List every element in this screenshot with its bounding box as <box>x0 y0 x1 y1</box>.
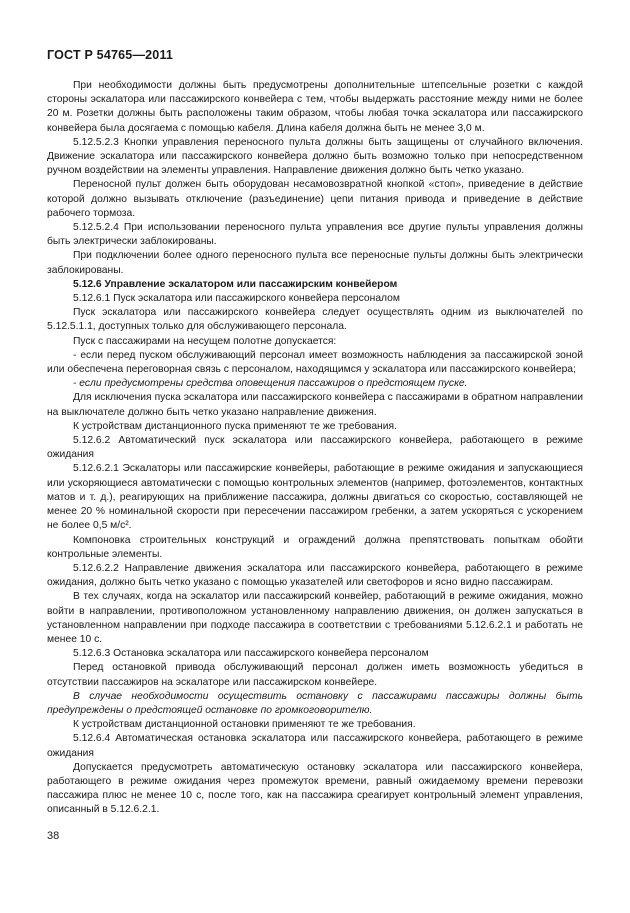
document-body <box>47 79 583 818</box>
paragraph: К устройствам дистанционного пуска применяют те же требования. <box>73 420 397 432</box>
paragraph: 5.12.5.2.3 Кнопки управления переносного пульта должны быть защищены от случайного включения. Движение эскалатора или пассажирского конвейера должно быть возможно только при непосредственном ручном воздействии на элементы управления. Направление движения должно быть четко указано. <box>47 136 583 177</box>
paragraph: 5.12.5.2.4 При использовании переносного пульта управления все другие пульты управления должны быть электрически заблокированы. <box>47 222 583 248</box>
paragraph: 5.12.6.1 Пуск эскалатора или пассажирского конвейера персоналом <box>73 293 400 305</box>
paragraph: - если перед пуском обслуживающий персонал имеет возможность наблюдения за пассажирской зоной или обеспечена переговорная связь с персоналом, находящимся у эскалатора или пассажирского конвейера; <box>47 349 583 376</box>
paragraph: Компоновка строительных конструкций и ограждений должна препятствовать попыткам обойти контрольные элементы. <box>47 534 583 560</box>
paragraph: - если предусмотрены средства оповещения пассажиров о предстоящем пуске. <box>73 378 468 390</box>
paragraph: В тех случаях, когда на эскалатор или пассажирский конвейер, работающий в режиме ожидания, можно войти в направлении, противоположном установленному направлению движения, он должен запускаться в установленном направлении при подходе пассажира в соответствии с требованиями 5.12.6.2.1 и работать не менее 10 с. <box>47 591 583 645</box>
paragraph: Допускается предусмотреть автоматическую остановку эскалатора или пассажирского конвейера, работающего в режиме ожидания через промежуток времени, равный ожидаемому времени перевозки пассажира плюс не менее 10 с, после того, как на пассажира среагирует контрольный элемент управления, описанный в 5.12.6.2.1. <box>47 761 583 816</box>
paragraph: При подключении более одного переносного пульта все переносные пульты должны быть электрически заблокированы. <box>47 250 583 276</box>
paragraph: В случае необходимости осуществить остановку с пассажирами пассажиры должны быть предупреждены о предстоящей остановке по громкоговорителю. <box>47 690 583 716</box>
paragraph: Переносной пульт должен быть оборудован несамовозвратной кнопкой «стоп», приведение в действие которой должно вызывать отключение (разъединение) цепи питания привода и приведение в действие рабочего тормоза. <box>47 179 583 219</box>
paragraph: 5.12.6.2 Автоматический пуск эскалатора или пассажирского конвейера, работающего в режиме ожидания <box>47 435 583 461</box>
paragraph: Перед остановкой привода обслуживающий персонал должен иметь возможность убедиться в отсутствии пассажиров на эскалаторе или пассажирском конвейере. <box>47 662 583 688</box>
paragraph: При необходимости должны быть предусмотрены дополнительные штепсельные розетки с каждой стороны эскалатора или пассажирского конвейера с тем, чтобы выдержать расстояние между ними не более 20 м. Розетки должны быть расположены таким образом, чтобы любая точка эскалатора или пассажирского конвейера была досягаема с помощью кабеля. Длина кабеля должна быть не менее 3,0 м. <box>47 80 583 134</box>
paragraph: 5.12.6.2.2 Направление движения эскалатора или пассажирского конвейера, работающего в режиме ожидания, должно быть четко указано с помощью указателей или светофоров и ясно видно пассажирам. <box>47 562 583 589</box>
paragraph: Пуск эскалатора или пассажирского конвейера следует осуществлять одним из выключателей по 5.12.5.1.1, доступных только для обслуживающего персонала. <box>47 307 583 333</box>
paragraph: 5.12.6.2.1 Эскалаторы или пассажирские конвейеры, работающие в режиме ожидания и запускающиеся или ускоряющиеся автоматически с помощью контрольных элементов (например, фотоэлементов, контактных матов и т. д.), реагирующих на приближение пассажира, должны двигаться со скоростью, составляющей не менее 20 % номинальной скорости при пересечении пассажиром гребенки, а затем ускоряться с ускорением не более 0,5 м/с². <box>47 463 583 532</box>
section-heading: 5.12.6 Управление эскалатором или пассажирским конвейером <box>73 278 398 290</box>
page-number: 38 <box>47 830 60 842</box>
paragraph: Пуск с пассажирами на несущем полотне допускается: <box>73 335 337 347</box>
paragraph: Для исключения пуска эскалатора или пассажирского конвейера с пассажирами в обратном направлении на выключателе должно быть четко указано направление движения. <box>47 392 583 418</box>
paragraph: 5.12.6.4 Автоматическая остановка эскалатора или пассажирского конвейера, работающего в режиме ожидания <box>47 733 583 759</box>
document-header: ГОСТ Р 54765—2011 <box>47 48 174 62</box>
paragraph: 5.12.6.3 Остановка эскалатора или пассажирского конвейера персоналом <box>73 648 429 660</box>
paragraph: К устройствам дистанционной остановки применяют те же требования. <box>73 719 416 731</box>
